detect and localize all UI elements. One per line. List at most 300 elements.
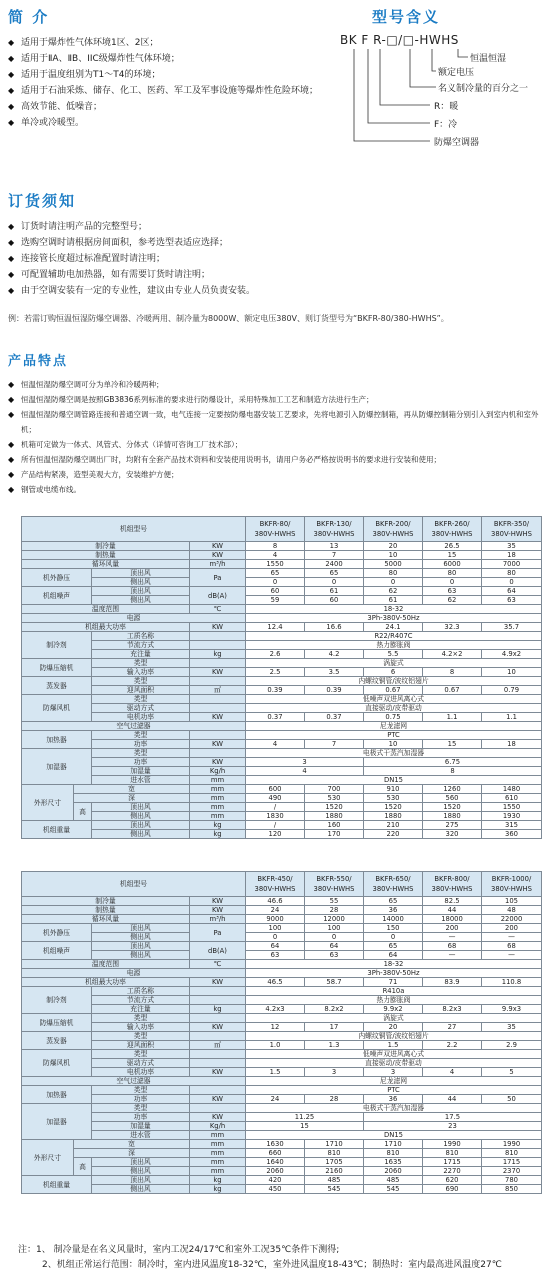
table-cell: 530 — [305, 794, 364, 803]
table-cell: 0.67 — [423, 686, 482, 695]
table-cell: mm — [190, 1149, 246, 1158]
table-cell: 功率 — [92, 1113, 190, 1122]
table-cell: 10 — [364, 740, 423, 749]
table-cell: 20 — [364, 1023, 423, 1032]
table-cell: 侧出风 — [92, 933, 190, 942]
table-cell: 810 — [482, 1149, 542, 1158]
table-row — [22, 951, 542, 960]
order-list — [8, 219, 553, 299]
table-cell: KW — [190, 758, 246, 767]
table-cell: 2060 — [364, 1167, 423, 1176]
table-cell: 64 — [482, 587, 542, 596]
list-item: ◆ 连接管长度超过标准配置时请注明； — [8, 251, 553, 267]
table-cell: 3Ph-380V-50Hz — [246, 969, 542, 978]
list-item: ◆ 单冷或冷暖型。 — [8, 115, 338, 131]
legend-item: 额定电压 — [438, 68, 475, 78]
table-cell: 275 — [423, 821, 482, 830]
table-cell: 加热器 — [22, 731, 92, 749]
table-cell: 450 — [246, 1185, 305, 1194]
table-cell: 顶出风 — [92, 942, 190, 951]
table-cell: 560 — [423, 794, 482, 803]
table-cell: 17.5 — [364, 1113, 542, 1122]
legend-item: F：冷 — [434, 120, 458, 130]
table-cell: 64 — [246, 942, 305, 951]
table-cell: 110.8 — [482, 978, 542, 987]
table-cell: 8 — [364, 767, 542, 776]
list-item: ◆ 恒温恒湿防爆空调管路连接和普通空调一致，电气连接一定要按防爆电器安装工艺要求，先将电源引入防爆控制箱，再从防爆控制箱分别引入到室内机和室外机； — [8, 407, 553, 437]
table-row — [22, 1023, 542, 1032]
table-cell: 850 — [482, 1185, 542, 1194]
list-item: ◆ 高效节能、低噪音； — [8, 99, 338, 115]
table-cell: 80 — [364, 569, 423, 578]
table-cell: 类型 — [92, 695, 190, 704]
table-cell: 深 — [74, 794, 190, 803]
table-cell: KW — [190, 623, 246, 632]
table-cell: 驱动方式 — [92, 704, 190, 713]
table-cell: 1710 — [364, 1140, 423, 1149]
table-cell: kg — [190, 821, 246, 830]
table-cell: 2.2 — [423, 1041, 482, 1050]
table-cell: 内螺纹铜管/波纹铝翅片 — [246, 677, 542, 686]
table-cell: 23 — [364, 1122, 542, 1131]
table-cell: 60 — [305, 596, 364, 605]
table-cell: mm — [190, 785, 246, 794]
table-cell: 1520 — [423, 803, 482, 812]
table-cell: 侧出风 — [92, 1185, 190, 1194]
table-cell: 1640 — [246, 1158, 305, 1167]
table-cell: 1630 — [246, 1140, 305, 1149]
table-row — [22, 713, 542, 722]
table-row — [22, 722, 542, 731]
list-item: ◆ 产品结构紧凑，造型美观大方，安装维护方便； — [8, 467, 553, 482]
table-cell: 加湿量 — [92, 1122, 190, 1131]
table-cell: 1715 — [482, 1158, 542, 1167]
table-row — [22, 695, 542, 704]
table-cell: 温度范围 — [22, 960, 190, 969]
table-row — [22, 1041, 542, 1050]
table-row — [22, 1077, 542, 1086]
table-cell: 功率 — [92, 1095, 190, 1104]
table-cell: 节流方式 — [92, 641, 190, 650]
table-cell: 4 — [246, 767, 364, 776]
table-cell: 0.37 — [246, 713, 305, 722]
table-cell: 防爆风机 — [22, 695, 92, 722]
table-cell: BKFR-650/ 380V-HWHS — [364, 872, 423, 897]
table-row — [22, 659, 542, 668]
table-cell — [190, 987, 246, 996]
table-cell: 1990 — [423, 1140, 482, 1149]
table-row — [22, 560, 542, 569]
table-cell: 10 — [364, 551, 423, 560]
table-cell: 侧出风 — [92, 951, 190, 960]
table-row — [22, 740, 542, 749]
table-cell: 46.5 — [246, 978, 305, 987]
table-cell: 1.1 — [423, 713, 482, 722]
table-row — [22, 924, 542, 933]
table-cell: 1705 — [305, 1158, 364, 1167]
table-cell: 机外静压 — [22, 569, 92, 587]
table-cell: 空气过滤器 — [22, 722, 246, 731]
table-cell: 1990 — [482, 1140, 542, 1149]
table-row — [22, 987, 542, 996]
table-cell: 68 — [482, 942, 542, 951]
model-code: BK F R-□/□-HWHS — [340, 33, 459, 47]
table-cell: 0.67 — [364, 686, 423, 695]
table-cell: 类型 — [92, 1014, 190, 1023]
table-cell: BKFR-1000/ 380V-HWHS — [482, 872, 542, 897]
table-cell: KW — [190, 1095, 246, 1104]
table-cell: 44 — [423, 906, 482, 915]
table-cell: 17 — [305, 1023, 364, 1032]
table-cell: 9.9x2 — [364, 1005, 423, 1014]
table-row — [22, 641, 542, 650]
table-cell: 3 — [364, 1068, 423, 1077]
table-cell: 充注量 — [92, 650, 190, 659]
table-cell — [190, 695, 246, 704]
table-cell: 810 — [423, 1149, 482, 1158]
table-cell: 6000 — [423, 560, 482, 569]
table-cell: KW — [190, 668, 246, 677]
table-cell: 充注量 — [92, 1005, 190, 1014]
table-cell: mm — [190, 1158, 246, 1167]
table-cell: 6 — [364, 668, 423, 677]
table-cell: 制冷剂 — [22, 632, 92, 659]
model-meaning-section — [340, 6, 555, 159]
list-item: ◆ 钢管或电缆布线。 — [8, 482, 553, 497]
table-cell: 制冷量 — [22, 542, 190, 551]
table-cell: 节流方式 — [92, 996, 190, 1005]
table-cell: 100 — [246, 924, 305, 933]
table-cell: m³/h — [190, 915, 246, 924]
table-cell: — — [482, 951, 542, 960]
table-cell: 58.7 — [305, 978, 364, 987]
table-cell: 80 — [482, 569, 542, 578]
intro-list — [8, 35, 338, 131]
legend-item: 恒温恒湿 — [470, 54, 507, 64]
table-row — [22, 632, 542, 641]
table-cell: 545 — [305, 1185, 364, 1194]
table-cell: 35 — [482, 1023, 542, 1032]
table-cell: BKFR-80/ 380V-HWHS — [246, 517, 305, 542]
table-cell — [190, 1086, 246, 1095]
table-cell: 68 — [423, 942, 482, 951]
table-cell: 尼龙滤网 — [246, 1077, 542, 1086]
table-row — [22, 749, 542, 758]
table-cell: 电机功率 — [92, 713, 190, 722]
table-row — [22, 1068, 542, 1077]
table-cell: 高 — [74, 803, 92, 821]
table-row — [22, 872, 542, 897]
table-cell: 制热量 — [22, 551, 190, 560]
table-row — [22, 587, 542, 596]
table-cell: 320 — [423, 830, 482, 839]
table-row — [22, 830, 542, 839]
table-cell: 18 — [482, 740, 542, 749]
table-cell: 1635 — [364, 1158, 423, 1167]
table-cell: 顶出风 — [92, 1176, 190, 1185]
table-cell: kg — [190, 830, 246, 839]
table-row — [22, 1104, 542, 1113]
table-cell: 1.3 — [305, 1041, 364, 1050]
table-cell — [190, 1014, 246, 1023]
table-cell: mm — [190, 1167, 246, 1176]
table-row — [22, 906, 542, 915]
table-cell — [190, 1050, 246, 1059]
table-row — [22, 542, 542, 551]
table-cell: 7000 — [482, 560, 542, 569]
table-cell: 功率 — [92, 740, 190, 749]
table-row — [22, 1059, 542, 1068]
table-row — [22, 942, 542, 951]
table-cell: 机组型号 — [22, 517, 246, 542]
table-cell: 12.4 — [246, 623, 305, 632]
table-cell: 类型 — [92, 659, 190, 668]
table-cell: 0.39 — [305, 686, 364, 695]
table-cell: 外形尺寸 — [22, 785, 74, 821]
table-cell: 610 — [482, 794, 542, 803]
table-cell: KW — [190, 551, 246, 560]
table-cell: 50 — [482, 1095, 542, 1104]
table-cell: BKFR-200/ 380V-HWHS — [364, 517, 423, 542]
table-row — [22, 677, 542, 686]
table-cell: 机组最大功率 — [22, 623, 190, 632]
list-item: ◆ 选购空调时请根据房间面积，参考选型表适应选择； — [8, 235, 553, 251]
table-cell: 8.2x2 — [305, 1005, 364, 1014]
table-cell: 输入功率 — [92, 1023, 190, 1032]
table-cell: 105 — [482, 897, 542, 906]
table-cell: 1930 — [482, 812, 542, 821]
table-cell: BKFR-800/ 380V-HWHS — [423, 872, 482, 897]
table-cell: 1.5 — [246, 1068, 305, 1077]
table-cell: KW — [190, 1023, 246, 1032]
table-cell: 类型 — [92, 1104, 190, 1113]
table-cell: KW — [190, 1113, 246, 1122]
table-cell: 46.6 — [246, 897, 305, 906]
table-cell: 28 — [305, 906, 364, 915]
table-cell: 63 — [246, 951, 305, 960]
table-row — [22, 933, 542, 942]
table-cell: ㎡ — [190, 1041, 246, 1050]
table-cell: 3 — [246, 758, 364, 767]
table-cell: 防爆压缩机 — [22, 1014, 92, 1032]
table-cell: KW — [190, 1068, 246, 1077]
table-cell: 机组噪声 — [22, 587, 92, 605]
table-row — [22, 517, 542, 542]
table-cell: 2.6 — [246, 650, 305, 659]
table-row — [22, 969, 542, 978]
table-cell: BKFR-260/ 380V-HWHS — [423, 517, 482, 542]
table-cell: 83.9 — [423, 978, 482, 987]
table-cell: 22000 — [482, 915, 542, 924]
table-cell: 36 — [364, 906, 423, 915]
table-cell: 64 — [364, 951, 423, 960]
table-cell — [190, 749, 246, 758]
table-cell: 220 — [364, 830, 423, 839]
table-cell: 200 — [482, 924, 542, 933]
features-title: 产品特点 — [8, 354, 69, 369]
table-cell: 迎风面积 — [92, 686, 190, 695]
table-cell: 7 — [305, 551, 364, 560]
table-cell: 顶出风 — [92, 821, 190, 830]
table-cell: ℃ — [190, 960, 246, 969]
table-cell: 电源 — [22, 614, 246, 623]
table-cell: 涡旋式 — [246, 1014, 542, 1023]
table-cell: 7 — [305, 740, 364, 749]
table-cell: 涡旋式 — [246, 659, 542, 668]
model-legend — [340, 49, 555, 159]
table-cell: 侧出风 — [92, 578, 190, 587]
table-cell — [190, 1032, 246, 1041]
table-row — [22, 1140, 542, 1149]
table-cell: 9.9x3 — [482, 1005, 542, 1014]
table-cell: 输入功率 — [92, 668, 190, 677]
table-cell: mm — [190, 794, 246, 803]
table-cell: 2.9 — [482, 1041, 542, 1050]
table-cell: 64 — [305, 942, 364, 951]
table-cell: 690 — [423, 1185, 482, 1194]
table-row — [22, 996, 542, 1005]
table-cell: 0 — [364, 933, 423, 942]
table-cell: 0 — [423, 578, 482, 587]
table-cell: 24 — [246, 906, 305, 915]
table-cell: 顶出风 — [92, 803, 190, 812]
table-cell: 100 — [305, 924, 364, 933]
table-row — [22, 897, 542, 906]
features-section — [8, 350, 553, 497]
table-cell: 810 — [305, 1149, 364, 1158]
table-cell: 16.6 — [305, 623, 364, 632]
table-cell: 制冷量 — [22, 897, 190, 906]
table-cell: 600 — [246, 785, 305, 794]
table-cell: KW — [190, 713, 246, 722]
table-cell: 进水管 — [92, 776, 190, 785]
table-cell: 2270 — [423, 1167, 482, 1176]
table-row — [22, 1167, 542, 1176]
table-row — [22, 794, 542, 803]
table-cell: 5000 — [364, 560, 423, 569]
table-cell: 加湿量 — [92, 767, 190, 776]
table-cell: 4 — [246, 551, 305, 560]
table-cell: 顶出风 — [92, 1158, 190, 1167]
table-row — [22, 1176, 542, 1185]
table-cell: 制热量 — [22, 906, 190, 915]
spec-table-1 — [21, 516, 542, 839]
list-item: ◆ 恒温恒湿防爆空调可分为单冷和冷暖两种； — [8, 377, 553, 392]
table-row — [22, 767, 542, 776]
intro-section — [8, 6, 338, 131]
table-cell: 类型 — [92, 749, 190, 758]
table-row — [22, 1158, 542, 1167]
table-cell: 485 — [364, 1176, 423, 1185]
table-cell: 1830 — [246, 812, 305, 821]
table-cell: 10 — [482, 668, 542, 677]
table-cell: 类型 — [92, 1086, 190, 1095]
table-cell: 类型 — [92, 1032, 190, 1041]
table-cell: 5.5 — [364, 650, 423, 659]
table-cell: 0 — [305, 578, 364, 587]
table-cell: mm — [190, 776, 246, 785]
table-cell: 1715 — [423, 1158, 482, 1167]
table-cell: 1880 — [364, 812, 423, 821]
table-cell: 545 — [364, 1185, 423, 1194]
table-cell: BKFR-450/ 380V-HWHS — [246, 872, 305, 897]
table-cell: dB(A) — [190, 587, 246, 605]
table-cell: 170 — [305, 830, 364, 839]
table-row — [22, 704, 542, 713]
list-item: ◆ 适用于石油采炼、储存、化工、医药、军工及军事设施等爆炸性危险环境； — [8, 83, 338, 99]
table-cell: 驱动方式 — [92, 1059, 190, 1068]
table-row — [22, 1113, 542, 1122]
table-cell: 1260 — [423, 785, 482, 794]
table-cell: 80 — [423, 569, 482, 578]
table-cell: 15 — [246, 1122, 364, 1131]
table-cell: 3Ph-380V-50Hz — [246, 614, 542, 623]
note-2: 2、机组正常运行范围：制冷时，室内进风温度18-32℃，室外进风温度18-43℃；制热时：室内最高进风温度27℃ — [42, 1260, 502, 1270]
table-cell: 3.5 — [305, 668, 364, 677]
table-row — [22, 812, 542, 821]
table-cell: 315 — [482, 821, 542, 830]
table-cell: 13 — [305, 542, 364, 551]
table-row — [22, 758, 542, 767]
table-cell: 9000 — [246, 915, 305, 924]
table-cell: 0.79 — [482, 686, 542, 695]
table-cell: 0.37 — [305, 713, 364, 722]
table-cell: DN15 — [246, 1131, 542, 1140]
table-cell: 810 — [364, 1149, 423, 1158]
table-cell: — — [482, 933, 542, 942]
table-cell: 电极式干蒸汽加湿器 — [246, 1104, 542, 1113]
list-item: ◆ 适用于ⅡA、ⅡB、IIC级爆炸性气体环境； — [8, 51, 338, 67]
table-cell: 1.5 — [364, 1041, 423, 1050]
table-row — [22, 915, 542, 924]
table-cell: 外形尺寸 — [22, 1140, 74, 1176]
table-cell: KW — [190, 978, 246, 987]
table-cell: 4.9x2 — [482, 650, 542, 659]
table-cell: — — [423, 933, 482, 942]
table-row — [22, 623, 542, 632]
table-cell: 65 — [305, 569, 364, 578]
table-cell: 4.2 — [305, 650, 364, 659]
table-cell: 530 — [364, 794, 423, 803]
table-row — [22, 668, 542, 677]
table-cell: 65 — [364, 942, 423, 951]
table-cell: 1550 — [482, 803, 542, 812]
table-cell: 44 — [423, 1095, 482, 1104]
table-cell: 深 — [74, 1149, 190, 1158]
table-cell: 910 — [364, 785, 423, 794]
table-cell: 0 — [364, 578, 423, 587]
table-cell: Kg/h — [190, 767, 246, 776]
table-cell: 加湿器 — [22, 749, 92, 785]
table-cell — [190, 659, 246, 668]
table-cell: 宽 — [74, 1140, 190, 1149]
features-list — [8, 377, 553, 497]
table-cell — [190, 677, 246, 686]
table-cell: Pa — [190, 569, 246, 587]
list-item: ◆ 适用于温度组别为T1～T4的环境； — [8, 67, 338, 83]
table-cell: 类型 — [92, 1050, 190, 1059]
table-cell: 循环风量 — [22, 915, 190, 924]
table-cell: KW — [190, 542, 246, 551]
table-cell: kg — [190, 1005, 246, 1014]
table-cell: 24 — [246, 1095, 305, 1104]
table-cell: KW — [190, 906, 246, 915]
table-cell: 15 — [423, 740, 482, 749]
table-cell: 28 — [305, 1095, 364, 1104]
table-cell: 82.5 — [423, 897, 482, 906]
table-cell: 低噪声双进风离心式 — [246, 1050, 542, 1059]
table-row — [22, 578, 542, 587]
